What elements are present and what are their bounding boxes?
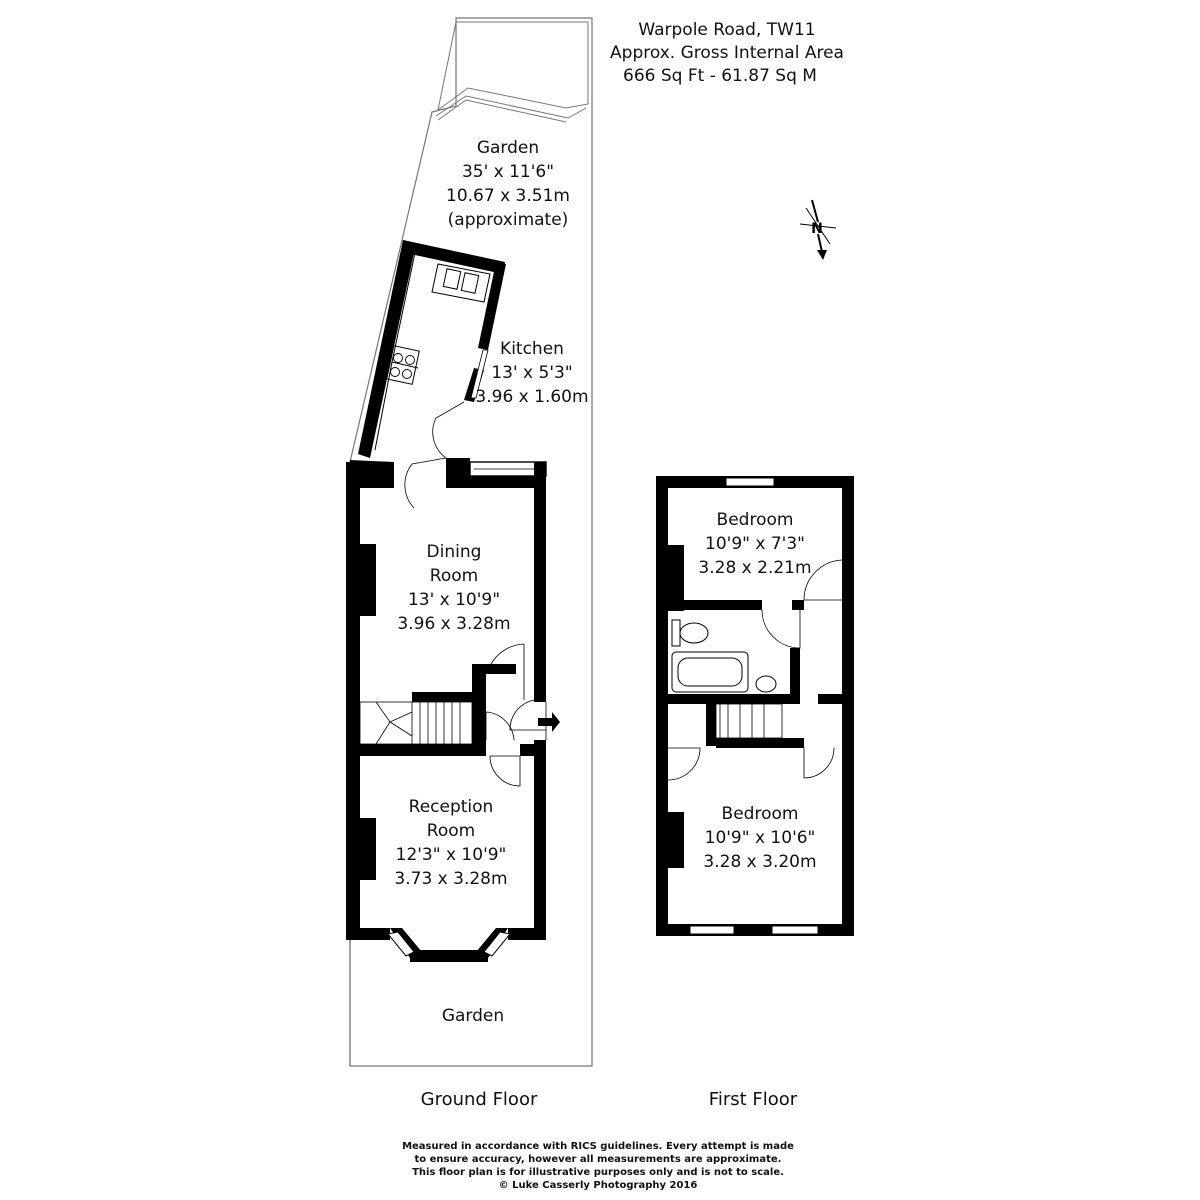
front-bedroom-door (668, 748, 700, 780)
room-label-dining-room (397, 542, 510, 634)
bathroom-door (762, 610, 800, 648)
room-name-line1: Reception (408, 797, 494, 817)
hob-ring (403, 370, 412, 379)
room-dims-imperial: 12'3" x 10'9" (395, 845, 507, 865)
room-label-bedroom-front (703, 804, 816, 872)
disclaimer-line: to ensure accuracy, however all measurements are approximate. (414, 1154, 782, 1165)
area-label: Approx. Gross Internal Area (610, 43, 844, 63)
ground-floor-stairs (360, 702, 472, 744)
kitchen-door (405, 458, 446, 508)
front-garden-label: Garden (441, 1006, 505, 1026)
front-bedroom-door (804, 748, 834, 778)
compass-arrow-head (817, 250, 827, 260)
sink-bowl (443, 269, 460, 290)
room-dims-metric: 3.28 x 2.21m (698, 558, 812, 578)
window (772, 926, 818, 934)
room-dims-imperial: 10'9" x 7'3" (705, 534, 805, 554)
room-name: Garden (476, 138, 540, 158)
room-name-line2: Room (426, 821, 476, 841)
entrance-arrow-icon (538, 712, 560, 732)
room-name-line2: Room (429, 566, 479, 586)
window (690, 926, 734, 934)
room-dims-imperial: 13' x 10'9" (407, 590, 501, 610)
hob-ring (391, 368, 400, 377)
room-label-bedroom-rear (698, 510, 811, 578)
room-name-line1: Dining (426, 542, 482, 562)
disclaimer-line: Measured in accordance with RICS guidelines. Every attempt is made (402, 1141, 794, 1152)
room-name: Bedroom (721, 804, 799, 824)
kitchen-door (433, 402, 464, 458)
room-note: (approximate) (447, 210, 569, 230)
copyright-line: © Luke Casserly Photography 2016 (498, 1180, 698, 1191)
room-label-rear-garden (446, 138, 570, 230)
window (726, 478, 774, 486)
hob-ring (406, 356, 415, 365)
disclaimer-line: This floor plan is for illustrative purposes only and is not to scale. (412, 1167, 784, 1178)
reception-door (490, 756, 520, 786)
washbasin (756, 676, 776, 692)
room-dims-metric: 3.96 x 3.28m (397, 614, 511, 634)
landing-stairs (716, 704, 782, 738)
ground-floor-label: Ground Floor (420, 1089, 538, 1110)
first-floor-label: First Floor (708, 1089, 798, 1110)
toilet-bowl (680, 623, 708, 643)
hob-ring (394, 354, 403, 363)
disclaimer (402, 1141, 794, 1191)
header (610, 20, 844, 86)
compass-north-letter: N (811, 221, 823, 237)
room-label-kitchen (475, 339, 588, 407)
compass (800, 200, 836, 260)
room-dims-metric: 3.96 x 1.60m (475, 387, 589, 407)
address-title: Warpole Road, TW11 (638, 20, 816, 40)
hall-door (486, 712, 514, 740)
room-dims-metric: 10.67 x 3.51m (446, 186, 570, 206)
area-value: 666 Sq Ft - 61.87 Sq M (623, 66, 817, 86)
room-dims-metric: 3.73 x 3.28m (394, 869, 508, 889)
room-dims-imperial: 13' x 5'3" (491, 363, 573, 383)
bath-inner (678, 658, 742, 686)
toilet-cistern (672, 620, 680, 646)
room-dims-imperial: 35' x 11'6" (461, 162, 555, 182)
room-name: Kitchen (500, 339, 564, 359)
room-dims-imperial: 10'9" x 10'6" (704, 828, 816, 848)
room-dims-metric: 3.28 x 3.20m (703, 852, 817, 872)
sink-bowl (461, 273, 478, 294)
room-name: Bedroom (716, 510, 794, 530)
room-label-reception-room (394, 797, 507, 889)
